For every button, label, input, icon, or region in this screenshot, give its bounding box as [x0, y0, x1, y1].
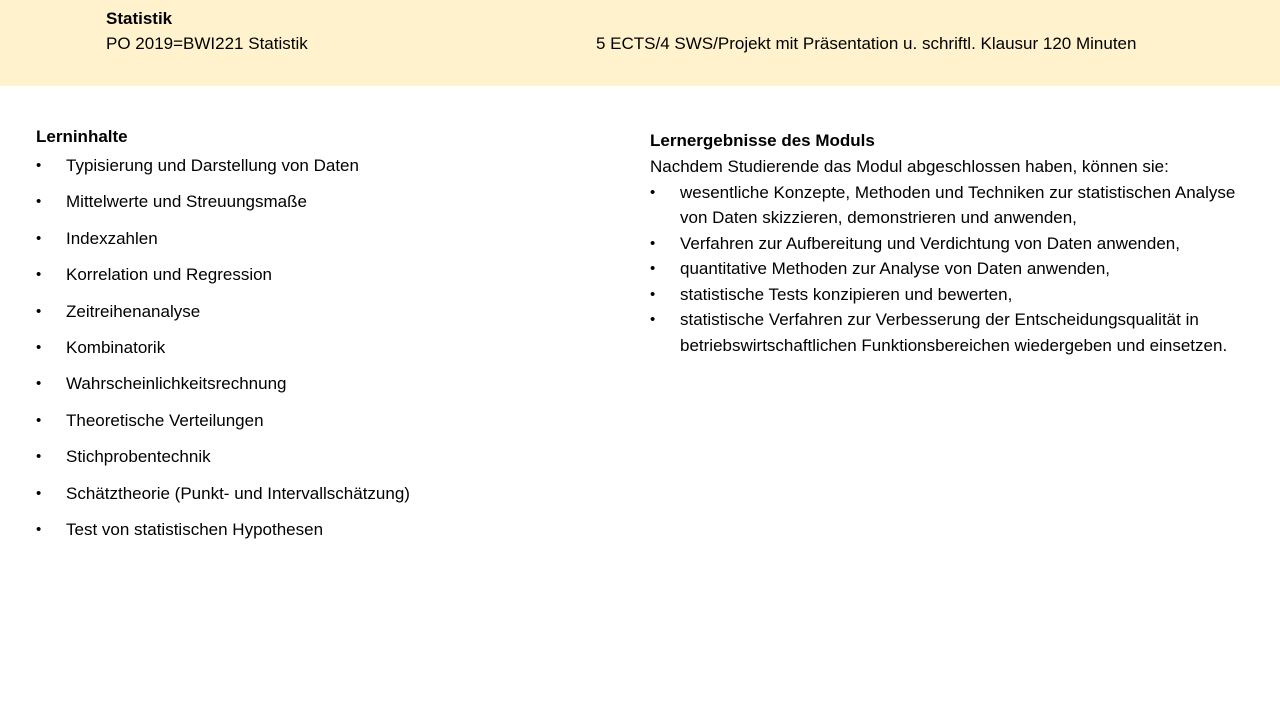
learning-outcomes-heading: Lernergebnisse des Moduls [650, 131, 875, 150]
bullet-icon: • [36, 338, 42, 356]
bullet-icon: • [36, 448, 42, 466]
list-item [36, 409, 596, 445]
list-item-text: Typisierung und Darstellung von Daten [66, 156, 359, 175]
list-item-text: Stichprobentechnik [66, 447, 211, 467]
module-title: Statistik [106, 9, 173, 28]
bullet-icon: • [36, 266, 42, 284]
list-item [36, 227, 596, 263]
list-item [36, 372, 596, 408]
bullet-icon: • [650, 260, 656, 277]
list-item-text: Mittelwerte und Streuungsmaße [66, 192, 307, 212]
list-item [36, 445, 596, 481]
list-item-text: Indexzahlen [66, 228, 158, 248]
list-item-text: quantitative Methoden zur Analyse von Daten anwenden, [680, 259, 1111, 278]
bullet-icon: • [36, 411, 42, 429]
header-band [0, 0, 1280, 86]
learning-outcomes-list [650, 180, 1250, 359]
bullet-icon: • [36, 302, 42, 320]
list-item [36, 482, 596, 518]
module-credits-info: 5 ECTS/4 SWS/Projekt mit Präsentation u. schriftl. Klausur 120 Minuten [596, 34, 1137, 53]
list-item-text: statistische Tests konzipieren und bewerten, [680, 284, 1013, 304]
bullet-icon: • [650, 285, 656, 303]
list-item [650, 307, 1240, 358]
list-item-text: wesentliche Konzepte, Methoden und Techniken zur statistischen Analyse von Daten skizzieren, demonstrieren und anwenden, [680, 182, 1236, 227]
list-item [36, 263, 596, 299]
learning-contents-heading: Lerninhalte [36, 127, 128, 146]
list-item-text: Verfahren zur Aufbereitung und Verdichtung von Daten anwenden, [680, 233, 1180, 253]
bullet-icon: • [650, 183, 656, 201]
bullet-icon: • [36, 520, 42, 538]
list-item [36, 190, 596, 226]
bullet-icon: • [36, 484, 42, 502]
bullet-icon: • [650, 311, 656, 328]
list-item [36, 518, 596, 554]
bullet-icon: • [36, 229, 42, 247]
list-item-text: Test von statistischen Hypothesen [66, 519, 324, 539]
bullet-icon: • [36, 375, 42, 393]
learning-contents-list [36, 154, 596, 554]
bullet-icon: • [36, 193, 42, 211]
list-item-text: Wahrscheinlichkeitsrechnung [66, 374, 287, 394]
list-item [650, 231, 1240, 257]
list-item-text: Schätztheorie (Punkt- und Intervallschätzung) [66, 483, 410, 503]
learning-outcomes-intro: Nachdem Studierende das Modul abgeschlossen haben, können sie: [650, 157, 1169, 176]
list-item [650, 180, 1240, 231]
bullet-icon: • [650, 234, 656, 252]
learning-contents-column [36, 126, 596, 554]
module-po-code: PO 2019=BWI221 Statistik [106, 34, 308, 53]
list-item-text: Korrelation und Regression [66, 265, 273, 285]
list-item-text: Kombinatorik [66, 337, 166, 357]
list-item [36, 336, 596, 372]
list-item-text: Zeitreihenanalyse [66, 301, 201, 321]
bullet-icon: • [36, 157, 42, 174]
list-item-text: Theoretische Verteilungen [66, 410, 264, 430]
learning-outcomes-column [650, 130, 1250, 358]
list-item [650, 256, 1240, 282]
list-item [36, 300, 596, 336]
list-item [650, 282, 1240, 308]
list-item [36, 154, 596, 190]
list-item-text: statistische Verfahren zur Verbesserung der Entscheidungsqualität in betriebswirtschaftlichen Funktionsbereichen wiedergeben und einsetzen. [680, 310, 1228, 355]
